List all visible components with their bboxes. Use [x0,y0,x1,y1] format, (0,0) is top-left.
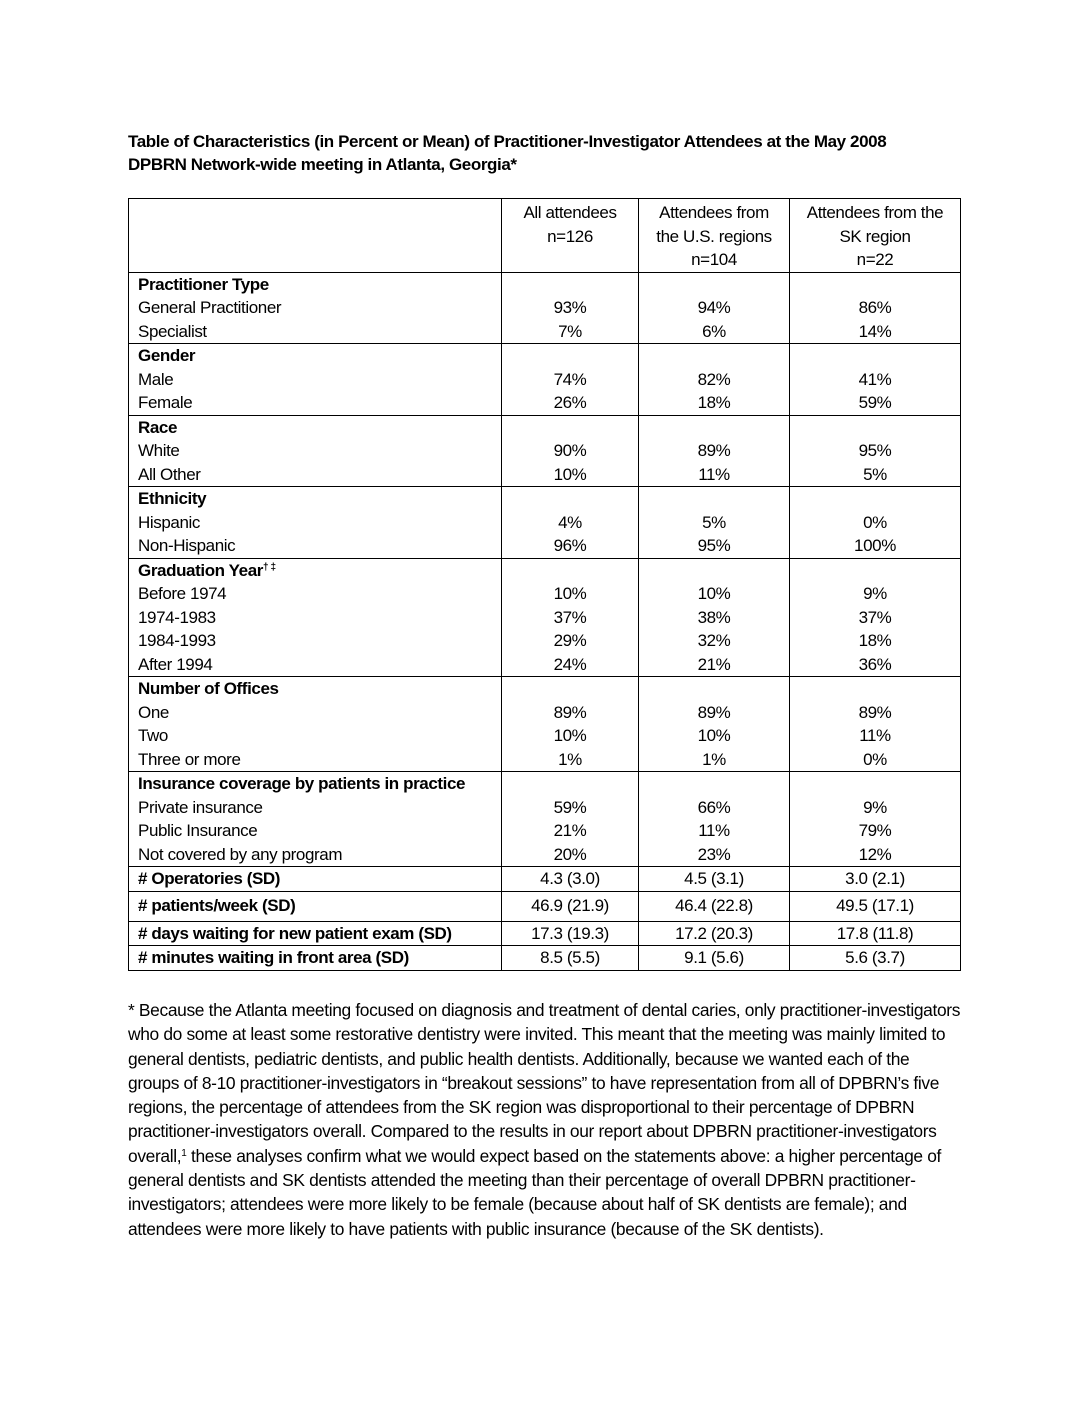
cell-value: 29% [553,631,587,650]
group-heading [138,559,501,583]
value-cell [639,344,790,416]
cell-value: 4% [558,512,582,532]
cell-value: 32% [697,631,731,650]
header-all-attendees: All attendees n=126 [502,199,639,273]
table-title [128,130,968,176]
heading-spacer [502,677,638,701]
group-heading [138,416,501,440]
group-heading-text: Gender [138,346,196,365]
mean-row [129,867,961,892]
cell-value: 38% [697,607,731,627]
cell-value: 95% [858,441,892,460]
cell-value: 74% [553,369,587,389]
characteristics-table-body [129,199,961,971]
cell-value: 1% [702,749,726,769]
group-label-cell [129,558,502,677]
cell-value: 20% [553,844,587,864]
cell-value: 95% [697,536,731,555]
group-heading-text: Insurance coverage by patients in practice [138,774,466,793]
cell-value: 10% [553,726,587,745]
cell-value: 26% [553,393,587,412]
value-cell [790,677,961,772]
mean-row-label: # Operatories (SD) [129,867,502,892]
group-label-cell [129,344,502,416]
value-cell [790,272,961,344]
value-cell [790,487,961,559]
table-group-row [129,677,961,772]
row-label: Two [138,726,168,745]
row-label: Before 1974 [138,584,227,603]
row-label: Female [138,393,193,412]
mean-value-cell: 46.9 (21.9) [502,891,639,921]
cell-value: 11% [698,821,730,840]
cell-value: 90% [553,441,587,460]
value-cell [639,677,790,772]
mean-row [129,891,961,921]
value-cell [639,272,790,344]
heading-spacer [502,559,638,583]
footnote [128,998,964,1241]
mean-value-cell: 4.5 (3.1) [639,867,790,892]
table-group-row [129,558,961,677]
cell-value: 10% [697,726,731,745]
heading-spacer [790,487,960,511]
cell-value: 36% [858,654,892,674]
heading-spacer [639,344,789,368]
mean-value-cell: 8.5 (5.5) [502,946,639,971]
heading-spacer [639,416,789,440]
heading-spacer [639,677,789,701]
value-cell [790,344,961,416]
heading-spacer [790,772,960,796]
row-label: Non-Hispanic [138,536,236,555]
group-heading [138,772,501,796]
heading-spacer [502,416,638,440]
heading-spacer [639,273,789,297]
cell-value: 41% [858,369,892,389]
group-heading-text: Ethnicity [138,489,207,508]
mean-value-cell: 3.0 (2.1) [790,867,961,892]
cell-value: 100% [854,536,896,555]
group-heading [138,677,501,701]
heading-spacer [790,416,960,440]
characteristics-table [128,198,961,971]
mean-value-cell: 4.3 (3.0) [502,867,639,892]
cell-value: 37% [858,607,892,627]
value-cell [502,772,639,867]
value-cell [502,344,639,416]
mean-value-cell: 46.4 (22.8) [639,891,790,921]
table-group-row [129,487,961,559]
cell-value: 0% [863,749,887,769]
heading-spacer [790,344,960,368]
cell-value: 9% [863,584,887,603]
value-cell [502,677,639,772]
mean-row-label: # patients/week (SD) [129,891,502,921]
mean-row-label: # minutes waiting in front area (SD) [129,946,502,971]
mean-row [129,946,961,971]
mean-value-cell: 9.1 (5.6) [639,946,790,971]
row-label: White [138,441,180,460]
footnote-text-part-1: * Because the Atlanta meeting focused on diagnosis and treatment of dental caries, only practitioner-investigators who do some at least some restorative dentistry were invited. This meant that the meeting was mainly limited to general dentists, pediatric dentists, and public health dentists. Additionally, because we wanted each of the groups of 8-10 practitioner-investigators in “breakout sessions” to have representation from all of DPBRN’s five regions, the percentage of attendees from the SK region was disproportional to their percentage of DPBRN practitioner-investigators overall. Compared to the results in our report about DPBRN practitioner-investigators overall, [128,1000,961,1166]
group-heading-text: Graduation Year [138,560,264,580]
mean-value-cell: 5.6 (3.7) [790,946,961,971]
cell-value: 66% [697,797,731,817]
table-group-row [129,415,961,487]
cell-value: 89% [553,702,587,722]
row-label: Private insurance [138,797,263,817]
group-label-cell [129,677,502,772]
table-group-row [129,772,961,867]
table-group-row [129,344,961,416]
footnote-text-part-2: these analyses confirm what we would expect based on the statements above: a higher percentage of general dentists and SK dentists attended the meeting than their percentage of overall DPBRN practitioner-investigators; attendees were more likely to be female (because about half of SK dentists are female); and attendees were more likely to have patients with public insurance (because of the SK dentists). [128,1145,942,1239]
group-heading-text: Number of Offices [138,679,279,698]
cell-value: 89% [697,702,731,722]
row-label: Hispanic [138,512,200,532]
mean-row [129,921,961,946]
cell-value: 94% [697,298,731,317]
table-group-row [129,272,961,344]
cell-value: 93% [553,298,587,317]
value-cell [790,415,961,487]
row-label: After 1994 [138,654,213,674]
value-cell [639,415,790,487]
cell-value: 86% [858,298,892,317]
heading-spacer [502,772,638,796]
mean-row-label: # days waiting for new patient exam (SD) [129,921,502,946]
row-label: Specialist [138,321,207,341]
mean-value-cell: 17.2 (20.3) [639,921,790,946]
footnote-reference: 1 [181,1147,187,1159]
cell-value: 59% [858,393,892,412]
cell-value: 10% [697,584,731,603]
table-header-row [129,199,961,273]
cell-value: 89% [697,441,731,460]
mean-value-cell: 17.3 (19.3) [502,921,639,946]
heading-spacer [790,677,960,701]
cell-value: 6% [702,321,726,341]
value-cell [502,415,639,487]
cell-value: 1% [558,749,582,769]
group-label-cell [129,272,502,344]
cell-value: 79% [858,821,892,840]
row-label: 1974-1983 [138,607,216,627]
row-label: 1984-1993 [138,631,216,650]
cell-value: 89% [858,702,892,722]
cell-value: 37% [553,607,587,627]
heading-spacer [790,559,960,583]
heading-spacer [639,559,789,583]
row-label: Male [138,369,174,389]
cell-value: 96% [553,536,587,555]
cell-value: 14% [858,321,892,341]
heading-spacer [502,273,638,297]
heading-spacer [790,273,960,297]
value-cell [502,558,639,677]
value-cell [790,772,961,867]
heading-spacer [502,344,638,368]
cell-value: 5% [863,464,887,484]
row-label: Public Insurance [138,821,258,840]
group-heading [138,344,501,368]
header-empty-cell [129,199,502,273]
row-label: One [138,702,169,722]
value-cell [790,558,961,677]
group-heading-marks: † ‡ [263,561,276,573]
group-label-cell [129,415,502,487]
cell-value: 12% [858,844,892,864]
cell-value: 10% [553,584,587,603]
heading-spacer [639,772,789,796]
row-label: Not covered by any program [138,844,343,864]
group-heading-text: Race [138,417,178,437]
heading-spacer [639,487,789,511]
cell-value: 18% [697,393,731,412]
cell-value: 18% [858,631,892,650]
cell-value: 11% [698,464,730,484]
mean-value-cell: 49.5 (17.1) [790,891,961,921]
row-label: All Other [138,464,201,484]
cell-value: 9% [863,797,887,817]
cell-value: 59% [553,797,587,817]
cell-value: 82% [697,369,731,389]
row-label: Three or more [138,749,241,769]
group-label-cell [129,487,502,559]
group-heading [138,487,501,511]
cell-value: 11% [859,726,891,745]
value-cell [639,772,790,867]
cell-value: 23% [697,844,731,864]
cell-value: 24% [553,654,587,674]
cell-value: 0% [863,512,887,532]
header-us-regions: Attendees from the U.S. regions n=104 [639,199,790,273]
mean-value-cell: 17.8 (11.8) [790,921,961,946]
value-cell [639,558,790,677]
table-title-line-2: DPBRN Network-wide meeting in Atlanta, Georgia* [128,155,517,174]
group-heading [138,273,501,297]
cell-value: 21% [697,654,731,674]
cell-value: 7% [558,321,582,341]
heading-spacer [502,487,638,511]
value-cell [502,487,639,559]
group-label-cell [129,772,502,867]
row-label: General Practitioner [138,298,282,317]
header-sk-region: Attendees from the SK region n=22 [790,199,961,273]
cell-value: 10% [553,464,587,484]
cell-value: 5% [702,512,726,532]
group-heading-text: Practitioner Type [138,274,269,294]
value-cell [502,272,639,344]
table-title-line-1: Table of Characteristics (in Percent or Mean) of Practitioner-Investigator Attendees at the May 2008 [128,132,887,151]
cell-value: 21% [553,821,587,840]
value-cell [639,487,790,559]
